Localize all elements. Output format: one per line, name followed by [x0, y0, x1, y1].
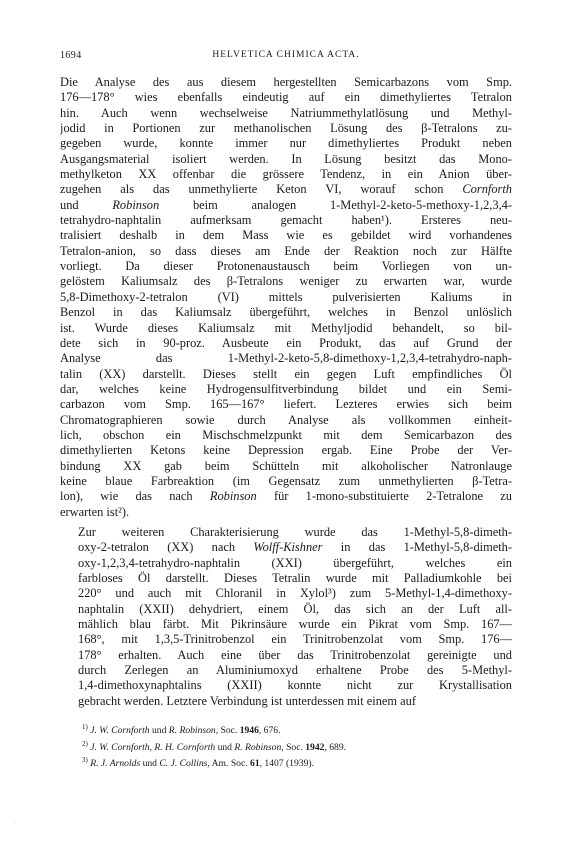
footnote-marker: 1): [82, 723, 88, 732]
text-line: Die Analyse des aus diesem hergestellten Semicarbazons vom Smp.: [60, 75, 512, 89]
text-line: Zur weiteren Charakterisierung wurde das 1-Methyl-5,8-dimeth-: [78, 524, 512, 539]
running-head: [60, 50, 512, 64]
text-line: lon), wie das nach Robinson für 1-mono-substituierte 2-Tetralone zu: [60, 489, 512, 504]
footnote-2: $^{2)}$ J. W. Cornforth, R. H. Cornforth und R. Robinson, Soc. 1942, 689.: [82, 739, 347, 753]
text-line: Ausgangsmaterial isoliert werden. In Lösung besitzt das Mono-: [60, 151, 512, 166]
footnote-3: $^{3)}$ R. J. Arnolds und C. J. Collins, Am. Soc. 61, 1407 (1939).: [82, 756, 314, 770]
journal-title: HELVETICA CHIMICA ACTA.: [212, 50, 360, 60]
paragraph-2: [60, 525, 512, 709]
text-line: 1,4-dimethoxynaphtalins (XXII) konnte nicht zur Krystallisation: [78, 678, 512, 693]
footnote-marker: 3): [82, 756, 88, 765]
text-line: und Robinson beim analogen 1-Methyl-2-keto-5-methoxy-1,2,3,4-: [60, 197, 512, 212]
text-line: keine blaue Farbreaktion (im Gegensatz zum unmethylierten β-Tetra-: [60, 473, 512, 488]
text-line: vorliegt. Da dieser Protonenaustausch beim Vorliegen von un-: [60, 259, 512, 274]
text-line: 178° erhalten. Auch eine über das Trinitrobenzolat gereinigte und: [78, 647, 512, 662]
text-line: Benzol in das Kaliumsalz übergeführt, welches in Benzol unlöslich: [60, 305, 512, 320]
journal-page: [60, 50, 512, 771]
text-line: oxy-1,2,3,4-tetrahydro-naphtalin (XXI) übergeführt, welches ein: [78, 555, 512, 570]
text-line: Analyse das 1-Methyl-2-keto-5,8-dimethoxy-1,2,3,4-tetrahydro-naph-: [60, 351, 512, 366]
text-line: Chromatographieren sowie durch Analyse als vollkommen einheit-: [60, 412, 512, 427]
text-line: bindung XX gab beim Schütteln mit alkoholischer Natronlauge: [60, 458, 512, 473]
text-line: dar, welches keine Hydrogensulfitverbindung bildet und ein Semi-: [60, 381, 512, 396]
footnotes: [60, 721, 512, 771]
text-line: dimethylierten Ketons keine Depression ergab. Eine Probe der Ver-: [60, 443, 512, 458]
text-line: jodid in Portionen zur methanolischen Lösung des β-Tetralons zu-: [60, 121, 512, 136]
paragraph-1: [60, 75, 512, 520]
page-number: 1694: [60, 50, 82, 61]
text-line: lich, obschon ein Mischschmelzpunkt mit dem Semicarbazon des: [60, 427, 512, 442]
text-line: gegeben wurde, konnte immer nur dimethyliertes Produkt neben: [60, 136, 512, 151]
text-line: 5,8-Dimethoxy-2-tetralon (VI) mittels pulverisierten Kaliums in: [60, 289, 512, 304]
text-line: 220° und auch mit Chloranil in Xylol³) zum 5-Methyl-1,4-dimethoxy-: [78, 586, 512, 601]
text-line: 176—178° wies ebenfalls eindeutig auf ein dimethyliertes Tetralon: [60, 90, 512, 105]
text-line: farbloses Öl darstellt. Dieses Tetralin wurde mit Palladiumkohle bei: [78, 571, 512, 585]
text-line: methylketon XX offenbar die grössere Tendenz, in ein Anion über-: [60, 167, 512, 182]
text-line: dete sich in 90-proz. Ausbeute ein Produkt, das auf Grund der: [60, 335, 512, 350]
footnote-marker: 2): [82, 739, 88, 748]
text-line: hin. Auch wenn wechselweise Natriummethylatlösung und Methyl-: [60, 105, 512, 120]
footnote-1: $^{1)}$ J. W. Cornforth und R. Robinson, Soc. 1946, 676.: [82, 723, 281, 737]
text-line: durch Zerlegen an Aluminiumoxyd erhaltene Probe des 5-Methyl-: [78, 663, 512, 678]
text-line: tralisiert deshalb in dem Mass wie es gebildet wird vorhandenes: [60, 228, 512, 243]
text-line: Tetralon-anion, so dass dieses am Ende der Reaktion noch zur Hälfte: [60, 243, 512, 258]
text-line: erwarten ist²).: [60, 504, 130, 519]
text-line: zugehen als das unmethylierte Keton VI, worauf schon Cornforth: [60, 182, 512, 197]
text-line: oxy-2-tetralon (XX) nach Wolff-Kishner in das 1-Methyl-5,8-dimeth-: [78, 540, 512, 555]
text-line: ist. Wurde dieses Kaliumsalz mit Methyljodid behandelt, so bil-: [60, 320, 512, 335]
text-line: gebracht werden. Letztere Verbindung ist unterdessen mit einem auf: [78, 693, 416, 708]
text-line: gelöstem Kaliumsalz des β-Tetralons weniger zu erwarten war, wurde: [60, 274, 512, 289]
scan-mark: ·: [14, 818, 17, 827]
text-line: tetrahydro-naphtalin aufmerksam gemacht haben¹). Ersteres neu-: [60, 213, 512, 228]
text-line: talin (XX) darstellt. Dieses stellt ein gegen Luft empfindliches Öl: [60, 366, 512, 381]
text-line: carbazon vom Smp. 165—167° liefert. Lezteres erwies sich beim: [60, 397, 512, 412]
text-line: naphtalin (XXII) dehydriert, einem Öl, das sich an der Luft all-: [78, 601, 512, 616]
body-text: [60, 75, 512, 709]
text-line: mählich blau färbt. Mit Pikrinsäure wurde ein Pikrat vom Smp. 167—: [78, 617, 512, 632]
text-line: 168°, mit 1,3,5-Trinitrobenzol ein Trinitrobenzolat vom Smp. 176—: [78, 632, 512, 647]
